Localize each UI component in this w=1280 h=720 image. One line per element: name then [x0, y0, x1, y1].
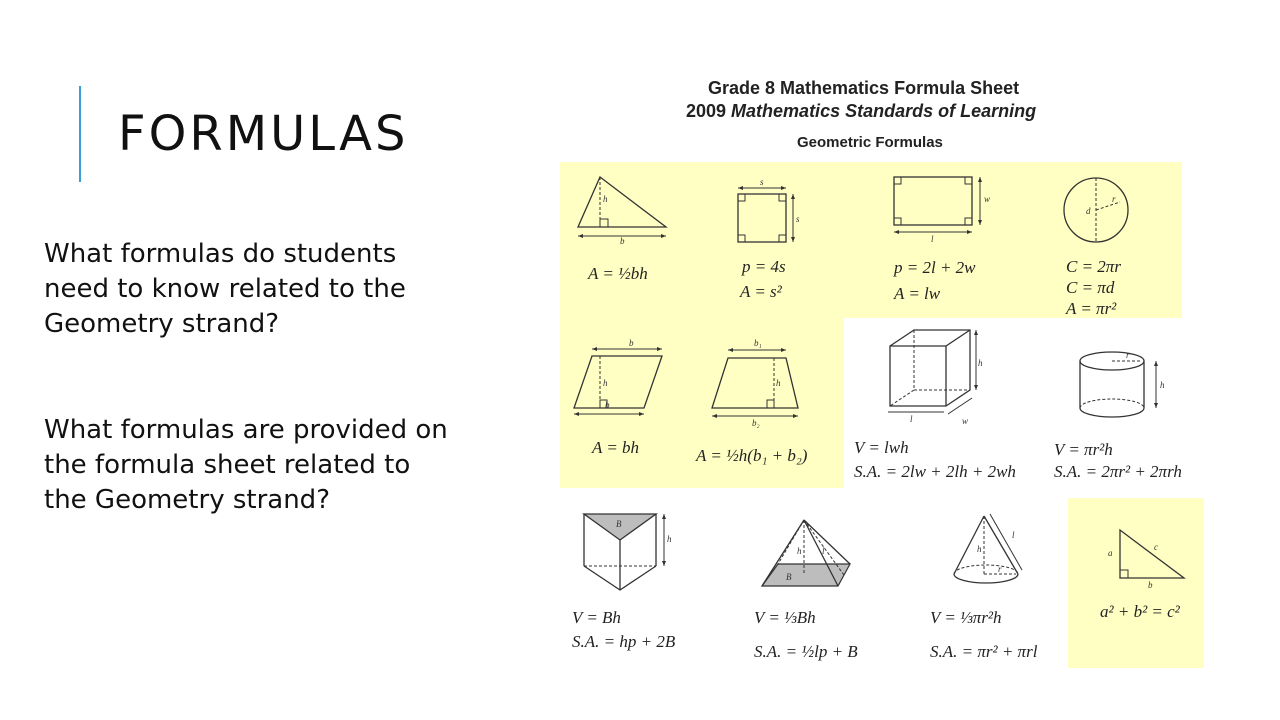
rectangle-label-l: l	[931, 234, 934, 244]
pythagorean-label-b: b	[1148, 580, 1153, 590]
cone-volume-formula: V = ⅓πr²h	[930, 608, 1002, 627]
cylinder-label-r: r	[1126, 350, 1130, 360]
title-accent-bar	[79, 86, 81, 182]
question-needed-formulas: What formulas do students need to know related to the Geometry strand?	[44, 239, 406, 339]
pythagorean-label-c: c	[1154, 542, 1158, 552]
square-perimeter-formula: p = 4s	[742, 257, 786, 276]
pyramid-surface-area-formula: S.A. = ½lp + B	[754, 642, 858, 661]
triangular-prism-volume-formula: V = Bh	[572, 608, 621, 627]
triangle-label-b: b	[620, 236, 625, 246]
rectangular-prism-surface-area-formula: S.A. = 2lw + 2lh + 2wh	[854, 462, 1016, 481]
slide-title: FORMULAS	[118, 106, 409, 162]
question-provided-formulas: What formulas are provided on the formula sheet related to the Geometry strand?	[44, 415, 448, 515]
rectangular-prism-figure	[884, 326, 984, 432]
parallelogram-label-bottom-b: b	[605, 400, 610, 410]
cylinder-figure	[1076, 348, 1172, 422]
pyramid-label-h: h	[797, 546, 802, 556]
square-area-formula: A = s²	[740, 282, 782, 301]
sheet-subtitle-year: 2009	[686, 101, 732, 121]
parallelogram-area-formula: A = bh	[592, 438, 640, 457]
cone-label-r: r	[998, 564, 1002, 574]
pyramid-label-l: l	[822, 546, 825, 556]
rectangular-prism-volume-formula: V = lwh	[854, 438, 909, 457]
rectangle-label-w: w	[984, 194, 991, 204]
circle-label-d: d	[1086, 206, 1091, 216]
triangle-label-h: h	[603, 194, 608, 204]
cylinder-surface-area-formula: S.A. = 2πr² + 2πrh	[1054, 462, 1182, 481]
pythagorean-label-a: a	[1108, 548, 1113, 558]
triangular-prism-label-B: B	[616, 519, 622, 529]
trapezoid-label-b2: b₂	[752, 418, 760, 428]
sheet-subtitle	[686, 101, 1036, 122]
pyramid-label-B: B	[786, 572, 792, 582]
trapezoid-figure	[706, 336, 806, 428]
cone-figure	[950, 512, 1030, 592]
prism-label-w: w	[962, 416, 969, 426]
trapezoid-label-b1: b₁	[754, 338, 762, 348]
rectangle-perimeter-formula: p = 2l + 2w	[894, 258, 976, 277]
circle-circumference-d-formula: C = πd	[1066, 278, 1115, 297]
pyramid-volume-formula: V = ⅓Bh	[754, 608, 816, 627]
rectangle-area-formula: A = lw	[894, 284, 941, 303]
right-triangle-figure	[1102, 524, 1192, 590]
triangle-area-formula: A = ½bh	[588, 264, 648, 283]
cone-label-h: h	[977, 544, 982, 554]
triangular-prism-figure	[580, 510, 680, 596]
pyramid-figure	[758, 516, 864, 592]
cylinder-label-h: h	[1160, 380, 1165, 390]
triangle-figure	[572, 172, 672, 244]
parallelogram-figure	[570, 338, 670, 422]
rectangle-figure	[890, 172, 995, 242]
circle-label-r: r	[1112, 194, 1116, 204]
sheet-title: Grade 8 Mathematics Formula Sheet	[708, 78, 1020, 98]
prism-label-l: l	[910, 414, 913, 424]
sheet-subtitle-standards: Mathematics Standards of Learning	[731, 101, 1037, 121]
circle-circumference-r-formula: C = 2πr	[1066, 257, 1121, 276]
cone-surface-area-formula: S.A. = πr² + πrl	[930, 642, 1038, 661]
parallelogram-label-h: h	[603, 378, 608, 388]
triangular-prism-surface-area-formula: S.A. = hp + 2B	[572, 632, 676, 651]
parallelogram-label-top-b: b	[629, 338, 634, 348]
cylinder-volume-formula: V = πr²h	[1054, 440, 1113, 459]
square-label-top: s	[760, 177, 764, 187]
square-label-side: s	[796, 214, 800, 224]
trapezoid-label-h: h	[776, 378, 781, 388]
trapezoid-area-formula: A = ½h(b₁ + b₂)	[696, 446, 808, 465]
cone-label-l: l	[1012, 530, 1015, 540]
sheet-section-heading: Geometric Formulas	[797, 134, 943, 151]
circle-figure	[1058, 174, 1138, 250]
square-figure	[734, 178, 804, 248]
triangular-prism-label-h: h	[667, 534, 672, 544]
circle-area-formula: A = πr²	[1066, 299, 1117, 318]
prism-label-h: h	[978, 358, 983, 368]
pythagorean-formula: a² + b² = c²	[1100, 602, 1180, 621]
